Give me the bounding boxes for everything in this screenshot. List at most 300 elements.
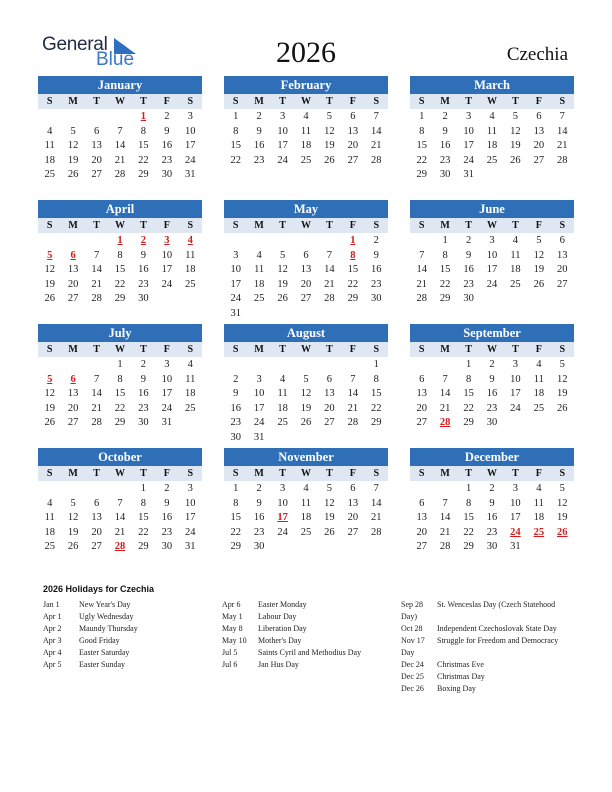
weekday-label: T xyxy=(93,220,100,231)
empty-cell xyxy=(224,234,247,249)
weekday-label: F xyxy=(349,344,356,355)
holiday-item xyxy=(43,623,213,635)
day-cell: 19 xyxy=(67,526,79,538)
holiday-name: Saints Cyril and Methodius Day xyxy=(258,648,362,657)
holiday-day: 3 xyxy=(164,235,170,246)
weekday-label: W xyxy=(300,344,311,355)
day-cell: 6 xyxy=(303,249,309,261)
day-cell: 17 xyxy=(161,388,173,399)
day-cell: 2 xyxy=(140,359,147,370)
holiday-day: 6 xyxy=(70,373,76,385)
day-cell: 9 xyxy=(373,249,379,261)
day-cell: 1 xyxy=(442,235,448,246)
weekday-label: S xyxy=(373,468,380,479)
weekday-label: M xyxy=(68,220,78,231)
weekday-label: T xyxy=(279,344,286,355)
weekday-label: S xyxy=(418,468,425,479)
day-cell: 22 xyxy=(463,402,474,414)
day-grid xyxy=(38,234,202,307)
day-cell: 10 xyxy=(277,497,288,509)
holiday-date: May 8 xyxy=(222,624,243,633)
holiday-day: 6 xyxy=(70,249,76,261)
weekday-label: W xyxy=(114,96,125,107)
day-cell: 3 xyxy=(465,111,472,122)
day-cell: 31 xyxy=(230,307,241,319)
holiday-item xyxy=(43,635,213,647)
day-cell: 19 xyxy=(324,140,335,151)
day-cell: 13 xyxy=(91,512,102,523)
day-cell: 25 xyxy=(300,154,312,166)
holiday-date: Dec 26 xyxy=(401,684,424,693)
day-cell: 16 xyxy=(138,264,149,275)
weekday-label: W xyxy=(486,96,497,107)
holiday-date: Apr 1 xyxy=(43,612,62,621)
holiday-date: Apr 6 xyxy=(222,600,241,609)
day-cell: 15 xyxy=(416,140,427,151)
weekday-label: F xyxy=(349,468,356,479)
day-cell: 16 xyxy=(486,512,498,523)
holiday-item xyxy=(222,611,394,623)
month-april xyxy=(38,200,202,307)
weekday-header xyxy=(38,218,202,233)
day-cell: 23 xyxy=(161,526,173,538)
day-cell: 13 xyxy=(300,264,312,275)
day-cell: 31 xyxy=(185,541,196,552)
day-cell: 19 xyxy=(510,140,521,151)
day-cell: 4 xyxy=(536,359,542,370)
day-cell: 10 xyxy=(230,264,241,275)
holiday-list-col2 xyxy=(222,599,394,671)
holiday-name: Liberation Day xyxy=(258,624,307,633)
day-cell: 25 xyxy=(44,169,55,180)
weekday-label: T xyxy=(140,220,147,231)
holiday-date: Dec 25 xyxy=(401,672,424,681)
empty-cell xyxy=(85,482,108,497)
day-cell: 23 xyxy=(161,154,173,166)
day-cell: 7 xyxy=(373,483,379,494)
day-cell: 5 xyxy=(326,483,333,494)
weekday-label: M xyxy=(440,468,450,479)
day-grid xyxy=(410,234,574,307)
day-cell: 5 xyxy=(536,235,542,246)
day-cell: 30 xyxy=(486,417,498,428)
day-cell: 10 xyxy=(510,497,521,509)
weekday-label: S xyxy=(232,96,239,107)
holiday-date: May 1 xyxy=(222,612,243,621)
holiday-date: Jul 5 xyxy=(222,648,238,657)
weekday-label: S xyxy=(418,220,425,231)
day-cell: 21 xyxy=(439,526,451,538)
day-cell: 7 xyxy=(350,373,356,385)
day-cell: 27 xyxy=(91,541,102,552)
day-cell: 1 xyxy=(419,111,425,122)
day-cell: 20 xyxy=(347,512,359,523)
day-cell: 11 xyxy=(277,388,288,399)
weekday-label: T xyxy=(465,220,472,231)
weekday-label: W xyxy=(300,96,311,107)
day-cell: 3 xyxy=(279,111,286,122)
weekday-label: T xyxy=(326,344,333,355)
day-cell: 1 xyxy=(373,359,379,370)
day-cell: 28 xyxy=(371,526,382,538)
day-cell: 20 xyxy=(300,278,312,290)
day-cell: 11 xyxy=(300,497,312,509)
weekday-label: F xyxy=(163,468,170,479)
weekday-label: T xyxy=(140,468,147,479)
day-cell: 9 xyxy=(465,249,472,261)
day-cell: 8 xyxy=(233,125,239,137)
day-cell: 18 xyxy=(185,388,196,399)
weekday-label: F xyxy=(163,220,170,231)
holiday-item xyxy=(401,635,573,659)
day-cell: 8 xyxy=(233,497,239,509)
holiday-name: New Year's Day xyxy=(79,600,131,609)
month-may xyxy=(224,200,388,321)
day-cell: 20 xyxy=(416,526,427,538)
weekday-label: M xyxy=(254,468,264,479)
empty-cell xyxy=(61,358,84,373)
month-february xyxy=(224,76,388,168)
day-cell: 17 xyxy=(185,140,196,151)
day-cell: 13 xyxy=(347,497,359,509)
logo-general-text: General xyxy=(42,34,108,55)
weekday-label: W xyxy=(300,220,311,231)
day-cell: 22 xyxy=(347,278,359,290)
empty-cell xyxy=(271,234,294,249)
day-cell: 4 xyxy=(256,249,262,261)
day-cell: 3 xyxy=(187,483,193,494)
empty-cell xyxy=(108,110,131,125)
day-cell: 26 xyxy=(557,402,568,414)
day-cell: 28 xyxy=(416,293,427,304)
weekday-label: S xyxy=(373,220,380,231)
holiday-list-col1 xyxy=(43,599,213,671)
holiday-item xyxy=(222,647,394,659)
day-cell: 2 xyxy=(164,111,170,122)
weekday-label: T xyxy=(465,344,472,355)
day-cell: 23 xyxy=(253,526,265,538)
day-cell: 25 xyxy=(486,154,498,166)
day-cell: 4 xyxy=(47,125,53,137)
holiday-day: 8 xyxy=(350,249,356,261)
weekday-label: S xyxy=(46,96,53,107)
day-cell: 4 xyxy=(47,497,53,509)
day-cell: 2 xyxy=(489,483,495,494)
day-cell: 6 xyxy=(326,373,333,385)
month-name: December xyxy=(410,448,574,466)
holiday-day: 25 xyxy=(533,526,545,538)
holiday-day: 1 xyxy=(117,235,123,246)
day-cell: 11 xyxy=(44,140,55,151)
day-cell: 20 xyxy=(67,278,79,290)
holiday-day: 4 xyxy=(187,235,193,246)
day-cell: 1 xyxy=(140,483,147,494)
day-cell: 8 xyxy=(465,373,472,385)
day-cell: 17 xyxy=(277,140,288,151)
weekday-label: S xyxy=(232,220,239,231)
day-cell: 1 xyxy=(465,483,472,494)
holiday-name: Easter Saturday xyxy=(79,648,130,657)
weekday-header xyxy=(38,94,202,109)
day-cell: 11 xyxy=(44,512,55,523)
day-cell: 9 xyxy=(256,497,262,509)
weekday-header xyxy=(38,466,202,481)
holiday-item xyxy=(43,611,213,623)
day-cell: 19 xyxy=(557,388,568,399)
day-cell: 15 xyxy=(347,264,359,275)
day-cell: 29 xyxy=(371,417,382,428)
day-cell: 13 xyxy=(324,388,335,399)
weekday-header xyxy=(410,466,574,481)
day-cell: 22 xyxy=(138,526,149,538)
day-cell: 24 xyxy=(161,278,173,290)
holiday-day: 28 xyxy=(114,541,126,552)
day-cell: 9 xyxy=(233,388,239,399)
holiday-day: 5 xyxy=(47,249,53,261)
day-cell: 19 xyxy=(533,264,545,275)
day-cell: 13 xyxy=(416,388,427,399)
day-cell: 7 xyxy=(326,249,333,261)
weekday-label: W xyxy=(486,220,497,231)
day-cell: 6 xyxy=(350,483,356,494)
day-cell: 4 xyxy=(536,483,542,494)
day-cell: 15 xyxy=(463,388,474,399)
day-cell: 23 xyxy=(439,154,451,166)
holidays-title: 2026 Holidays for Czechia xyxy=(43,584,155,594)
day-cell: 28 xyxy=(91,293,102,304)
day-cell: 31 xyxy=(253,431,265,443)
day-cell: 29 xyxy=(138,169,149,180)
holiday-day: 1 xyxy=(350,235,356,246)
day-cell: 8 xyxy=(140,125,147,137)
day-cell: 29 xyxy=(463,417,474,428)
day-cell: 23 xyxy=(371,278,382,290)
day-cell: 31 xyxy=(510,541,521,552)
day-cell: 5 xyxy=(303,373,309,385)
day-cell: 8 xyxy=(140,497,147,509)
weekday-label: F xyxy=(163,344,170,355)
weekday-label: T xyxy=(512,468,519,479)
empty-cell xyxy=(318,234,341,249)
day-cell: 17 xyxy=(510,388,521,399)
day-cell: 7 xyxy=(117,125,123,137)
weekday-label: S xyxy=(559,344,566,355)
month-name: November xyxy=(224,448,388,466)
holiday-date: Apr 5 xyxy=(43,660,62,669)
holiday-day: 5 xyxy=(47,373,53,385)
weekday-label: S xyxy=(373,344,380,355)
day-cell: 20 xyxy=(557,264,568,275)
day-cell: 20 xyxy=(324,402,335,414)
day-cell: 19 xyxy=(44,402,55,414)
day-cell: 16 xyxy=(161,512,173,523)
empty-cell xyxy=(61,110,84,125)
day-cell: 24 xyxy=(253,417,265,428)
day-cell: 21 xyxy=(114,526,126,538)
empty-cell xyxy=(108,482,131,497)
day-cell: 23 xyxy=(138,402,149,414)
day-cell: 12 xyxy=(67,140,79,151)
weekday-header xyxy=(410,94,574,109)
month-name: January xyxy=(38,76,202,94)
day-cell: 21 xyxy=(439,402,451,414)
weekday-label: T xyxy=(512,344,519,355)
day-cell: 11 xyxy=(185,249,196,261)
weekday-label: M xyxy=(68,344,78,355)
weekday-label: T xyxy=(512,96,519,107)
day-cell: 23 xyxy=(253,154,265,166)
day-cell: 7 xyxy=(373,111,379,122)
day-cell: 22 xyxy=(439,278,451,290)
day-cell: 25 xyxy=(253,293,265,304)
holiday-name: Ugly Wednesday xyxy=(79,612,134,621)
weekday-label: T xyxy=(512,220,519,231)
weekday-header xyxy=(224,466,388,481)
empty-cell xyxy=(85,110,108,125)
weekday-label: T xyxy=(93,468,100,479)
day-cell: 29 xyxy=(439,293,451,304)
day-cell: 21 xyxy=(557,140,568,151)
day-cell: 16 xyxy=(138,388,149,399)
day-cell: 26 xyxy=(510,154,521,166)
day-grid xyxy=(38,110,202,183)
holiday-name: Struggle for Freedom and Democracy Day xyxy=(401,636,559,657)
day-cell: 15 xyxy=(463,512,474,523)
day-cell: 3 xyxy=(489,235,495,246)
day-cell: 4 xyxy=(187,359,193,370)
day-cell: 15 xyxy=(114,264,126,275)
day-cell: 26 xyxy=(277,293,288,304)
weekday-label: F xyxy=(163,96,170,107)
day-cell: 9 xyxy=(442,125,448,137)
weekday-label: S xyxy=(187,220,194,231)
day-cell: 17 xyxy=(161,264,173,275)
weekday-label: S xyxy=(559,220,566,231)
day-cell: 8 xyxy=(442,249,448,261)
weekday-label: T xyxy=(326,220,333,231)
day-cell: 24 xyxy=(185,154,196,166)
holiday-date: May 10 xyxy=(222,636,247,645)
day-cell: 12 xyxy=(557,373,568,385)
weekday-label: W xyxy=(114,344,125,355)
day-cell: 4 xyxy=(489,111,495,122)
month-june xyxy=(410,200,574,307)
day-cell: 12 xyxy=(324,125,335,137)
day-cell: 16 xyxy=(486,388,498,399)
day-cell: 2 xyxy=(256,111,262,122)
weekday-label: F xyxy=(535,96,542,107)
day-cell: 18 xyxy=(300,512,312,523)
day-cell: 24 xyxy=(277,154,288,166)
day-cell: 24 xyxy=(161,402,173,414)
day-cell: 1 xyxy=(465,359,472,370)
month-october xyxy=(38,448,202,555)
day-cell: 14 xyxy=(347,388,359,399)
day-cell: 29 xyxy=(114,417,126,428)
day-cell: 15 xyxy=(138,512,149,523)
empty-cell xyxy=(61,482,84,497)
weekday-label: F xyxy=(535,344,542,355)
day-cell: 17 xyxy=(253,402,265,414)
weekday-label: S xyxy=(559,468,566,479)
day-cell: 8 xyxy=(117,373,123,385)
holiday-item xyxy=(222,623,394,635)
day-cell: 18 xyxy=(253,278,265,290)
day-cell: 13 xyxy=(533,125,545,137)
day-cell: 9 xyxy=(140,249,147,261)
month-name: October xyxy=(38,448,202,466)
day-cell: 27 xyxy=(91,169,102,180)
day-cell: 10 xyxy=(161,249,173,261)
weekday-label: S xyxy=(46,468,53,479)
day-cell: 18 xyxy=(533,512,545,523)
day-cell: 28 xyxy=(371,154,382,166)
holiday-date: Oct 28 xyxy=(401,624,423,633)
day-cell: 10 xyxy=(277,125,288,137)
day-cell: 18 xyxy=(185,264,196,275)
holiday-item xyxy=(43,647,213,659)
day-cell: 23 xyxy=(463,278,474,290)
day-cell: 5 xyxy=(559,359,565,370)
day-cell: 29 xyxy=(138,541,149,552)
day-cell: 1 xyxy=(233,483,239,494)
day-cell: 2 xyxy=(256,483,262,494)
day-cell: 20 xyxy=(91,526,102,538)
day-cell: 24 xyxy=(230,293,241,304)
day-cell: 22 xyxy=(371,402,382,414)
month-name: August xyxy=(224,324,388,342)
month-name: March xyxy=(410,76,574,94)
day-cell: 17 xyxy=(510,512,521,523)
month-name: September xyxy=(410,324,574,342)
empty-cell xyxy=(410,234,433,249)
empty-cell xyxy=(61,234,84,249)
day-cell: 15 xyxy=(230,512,241,523)
day-cell: 16 xyxy=(371,264,382,275)
weekday-label: T xyxy=(140,344,147,355)
day-cell: 28 xyxy=(114,169,126,180)
day-cell: 18 xyxy=(44,526,55,538)
holiday-date: Apr 4 xyxy=(43,648,62,657)
weekday-label: S xyxy=(559,96,566,107)
day-cell: 13 xyxy=(416,512,427,523)
empty-cell xyxy=(85,358,108,373)
day-cell: 19 xyxy=(557,512,568,523)
day-cell: 22 xyxy=(416,154,427,166)
day-cell: 4 xyxy=(303,483,309,494)
day-cell: 11 xyxy=(510,249,521,261)
holiday-name: Labour Day xyxy=(258,612,297,621)
weekday-label: M xyxy=(254,96,264,107)
day-cell: 10 xyxy=(510,373,521,385)
month-name: July xyxy=(38,324,202,342)
holiday-name: Jan Hus Day xyxy=(258,660,299,669)
weekday-label: F xyxy=(535,220,542,231)
day-grid xyxy=(38,358,202,431)
day-cell: 29 xyxy=(347,293,359,304)
day-cell: 9 xyxy=(256,125,262,137)
weekday-label: W xyxy=(114,468,125,479)
month-july xyxy=(38,324,202,431)
day-cell: 14 xyxy=(91,388,102,399)
day-cell: 5 xyxy=(559,483,565,494)
day-cell: 1 xyxy=(233,111,239,122)
empty-cell xyxy=(341,358,364,373)
day-cell: 10 xyxy=(185,497,196,509)
day-cell: 15 xyxy=(371,388,382,399)
day-cell: 24 xyxy=(277,526,288,538)
day-cell: 12 xyxy=(44,388,55,399)
